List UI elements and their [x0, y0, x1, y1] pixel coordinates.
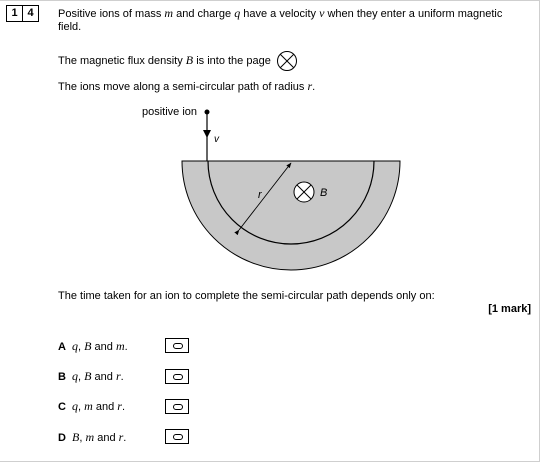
math-symbol: r — [307, 79, 313, 93]
math-symbol: B — [84, 339, 92, 353]
option-d-bubble[interactable] — [165, 429, 189, 444]
math-symbol: q — [72, 369, 79, 383]
math-symbol: B — [72, 430, 80, 444]
option-c-bubble[interactable] — [165, 399, 189, 414]
option-c — [58, 400, 125, 414]
math-symbol: m — [164, 6, 174, 20]
math-symbol: m — [84, 399, 93, 413]
field-into-page-icon — [294, 182, 314, 202]
question-intro: Positive ions of mass m and charge q have a velocity v when they enter a uniform magnetic field. — [58, 6, 503, 33]
option-letter: B — [58, 371, 66, 383]
math-symbol: B — [185, 52, 194, 67]
option-text: q, B and r. — [72, 369, 124, 383]
field-label: B — [320, 187, 328, 199]
ion-label: positive ion — [142, 106, 198, 118]
math-symbol: B — [84, 369, 92, 383]
math-symbol: q — [72, 399, 79, 413]
velocity-label: v — [214, 134, 219, 145]
math-symbol: r — [115, 369, 121, 383]
option-letter: A — [58, 341, 66, 353]
radius-label: r — [258, 189, 262, 201]
field-statement-text: The magnetic flux density B is into the page — [58, 52, 271, 67]
option-letter: D — [58, 432, 66, 444]
math-symbol: r — [117, 399, 122, 413]
option-text: B, m and r. — [72, 430, 127, 444]
option-text: q, B and m. — [72, 339, 128, 353]
option-b-bubble[interactable] — [165, 369, 189, 384]
math-symbol: q — [234, 6, 241, 20]
math-symbol: r — [118, 430, 124, 444]
velocity-arrow-icon — [203, 130, 211, 138]
math-symbol: q — [72, 339, 79, 353]
field-region — [182, 161, 400, 270]
math-symbol: m — [115, 339, 125, 353]
positive-ion-dot — [205, 110, 210, 115]
question-prompt: The time taken for an ion to complete the semi-circular path depends only on: — [58, 290, 435, 302]
math-symbol: m — [85, 430, 95, 444]
option-d — [58, 431, 126, 445]
question-number-digit-1: 1 — [11, 7, 18, 19]
mark-allocation: [1 mark] — [488, 303, 531, 315]
option-a-bubble[interactable] — [165, 338, 189, 353]
option-a — [58, 340, 128, 354]
question-number-digit-2: 4 — [22, 6, 38, 21]
option-b — [58, 370, 124, 384]
option-text: q, m and r. — [72, 399, 126, 413]
path-statement: The ions move along a semi-circular path of radius r. — [58, 79, 316, 93]
math-symbol: v — [319, 6, 325, 20]
option-letter: C — [58, 401, 66, 413]
